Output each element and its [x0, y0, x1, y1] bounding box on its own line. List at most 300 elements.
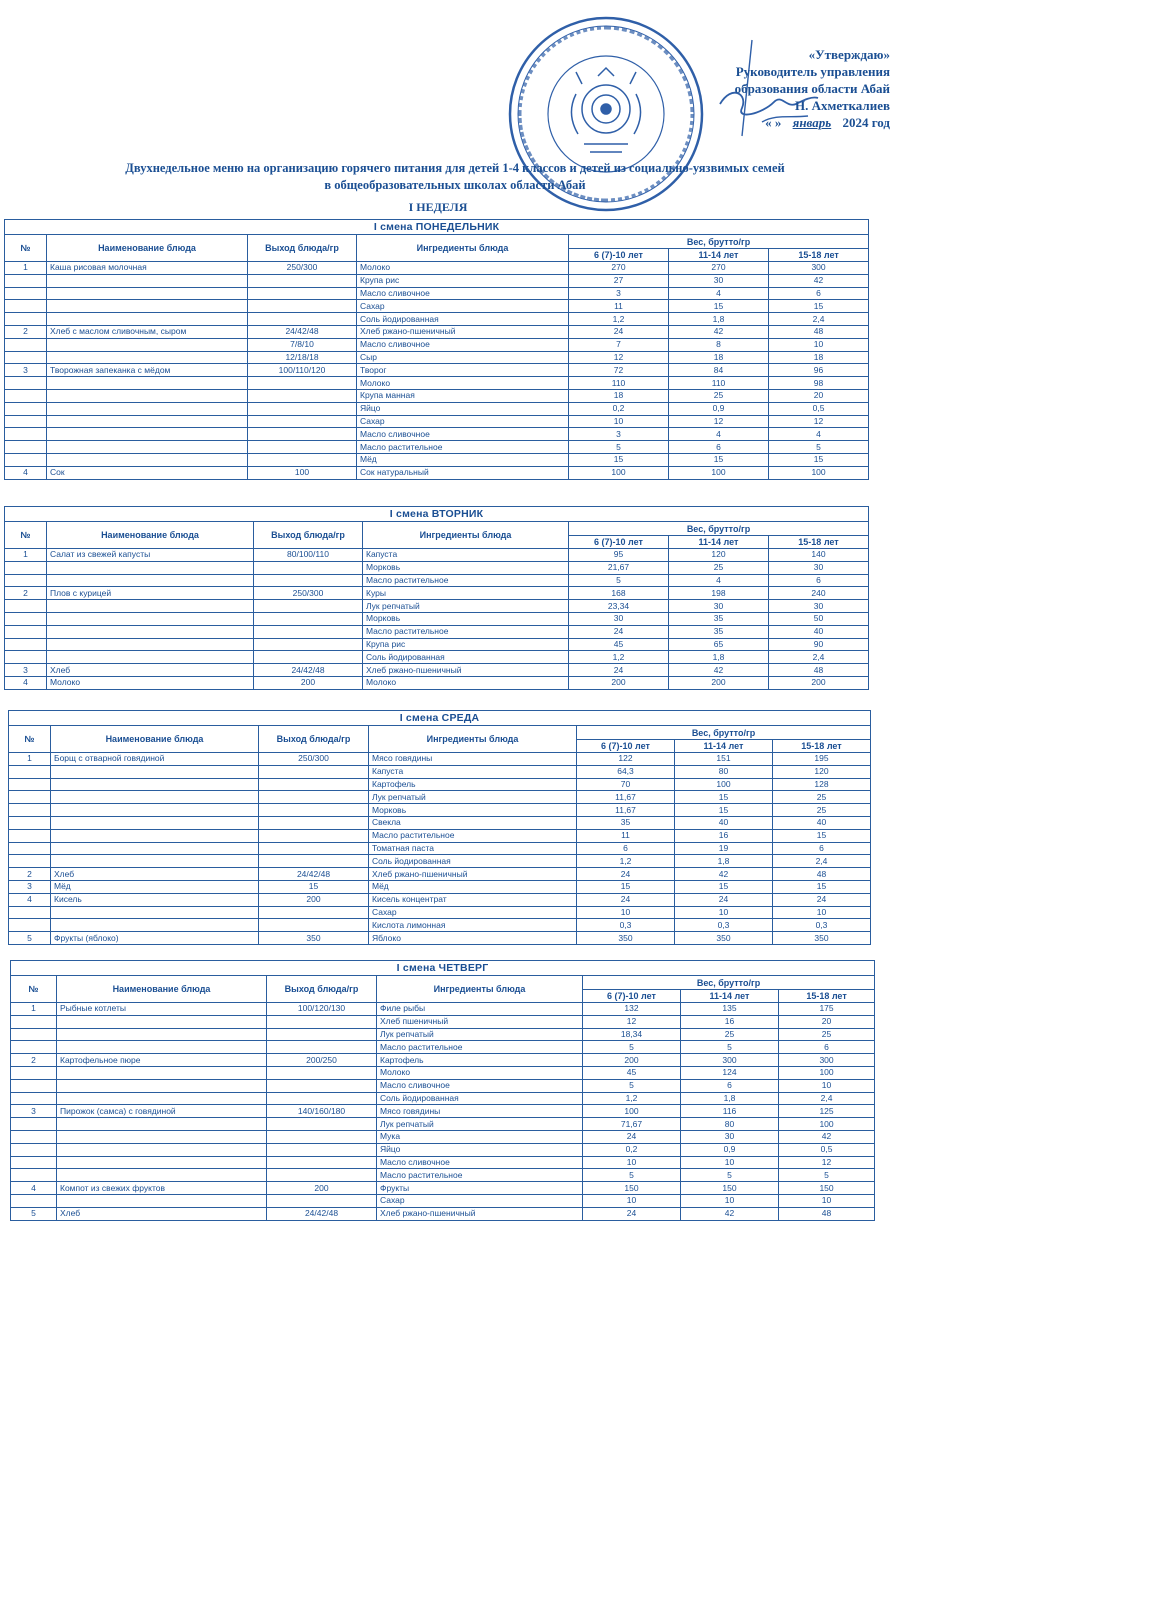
cell-ingredient: Капуста: [363, 549, 569, 562]
cell-weight-11-14: 42: [675, 868, 773, 881]
cell-output: 200: [254, 676, 363, 689]
cell-weight-6-10: 11: [569, 300, 669, 313]
cell-weight-11-14: 0,9: [681, 1143, 779, 1156]
cell-weight-6-10: 45: [569, 638, 669, 651]
cell-ingredient: Морковь: [363, 612, 569, 625]
cell-weight-6-10: 45: [583, 1066, 681, 1079]
cell-weight-6-10: 200: [583, 1054, 681, 1067]
cell-num: [5, 574, 47, 587]
cell-dish: Хлеб: [57, 1207, 267, 1220]
cell-weight-11-14: 24: [675, 893, 773, 906]
cell-weight-15-18: 5: [779, 1169, 875, 1182]
cell-num: 3: [11, 1105, 57, 1118]
cell-weight-15-18: 6: [769, 574, 869, 587]
table-row: [5, 466, 869, 479]
cell-num: [5, 389, 47, 402]
table-row: [9, 906, 871, 919]
cell-weight-11-14: 200: [669, 676, 769, 689]
cell-output: [248, 453, 357, 466]
cell-output: [248, 287, 357, 300]
cell-weight-15-18: 100: [779, 1118, 875, 1131]
table-row: [5, 587, 869, 600]
cell-weight-11-14: 15: [675, 791, 773, 804]
cell-weight-11-14: 16: [675, 829, 773, 842]
cell-weight-6-10: 24: [569, 664, 669, 677]
cell-weight-15-18: 0,5: [769, 402, 869, 415]
cell-weight-6-10: 100: [583, 1105, 681, 1118]
cell-num: [9, 804, 51, 817]
cell-weight-11-14: 116: [681, 1105, 779, 1118]
cell-weight-11-14: 198: [669, 587, 769, 600]
cell-weight-11-14: 0,3: [675, 919, 773, 932]
cell-output: [248, 389, 357, 402]
cell-ingredient: Хлеб пшеничный: [377, 1015, 583, 1028]
cell-weight-11-14: 84: [669, 364, 769, 377]
cell-output: [248, 428, 357, 441]
cell-dish: [57, 1118, 267, 1131]
cell-output: [254, 651, 363, 664]
column-header-output: Выход блюда/гр: [254, 522, 363, 549]
cell-ingredient: Картофель: [369, 778, 577, 791]
table-row: [5, 287, 869, 300]
cell-dish: [47, 338, 248, 351]
cell-ingredient: Масло растительное: [377, 1169, 583, 1182]
cell-ingredient: Соль йодированная: [357, 313, 569, 326]
cell-num: [5, 441, 47, 454]
shift-day-header: I смена ВТОРНИК: [5, 507, 869, 522]
table-row: [5, 415, 869, 428]
menu-table-thursday: [10, 960, 875, 1221]
cell-weight-11-14: 40: [675, 816, 773, 829]
cell-weight-15-18: 128: [773, 778, 871, 791]
table-row: [5, 625, 869, 638]
cell-num: 4: [5, 466, 47, 479]
cell-weight-15-18: 90: [769, 638, 869, 651]
cell-ingredient: Масло сливочное: [377, 1156, 583, 1169]
cell-ingredient: Масло сливочное: [357, 428, 569, 441]
cell-num: 1: [5, 262, 47, 275]
cell-weight-11-14: 30: [669, 600, 769, 613]
table-row: [5, 676, 869, 689]
cell-output: [267, 1079, 377, 1092]
column-header-weight: Вес, брутто/гр: [569, 522, 869, 536]
cell-output: [267, 1169, 377, 1182]
cell-output: 80/100/110: [254, 549, 363, 562]
cell-dish: [47, 453, 248, 466]
cell-output: 250/300: [259, 753, 369, 766]
cell-weight-15-18: 15: [773, 829, 871, 842]
cell-num: [5, 625, 47, 638]
table-row: [9, 804, 871, 817]
cell-dish: [47, 402, 248, 415]
cell-weight-15-18: 200: [769, 676, 869, 689]
cell-ingredient: Хлеб ржано-пшеничный: [377, 1207, 583, 1220]
cell-num: [5, 402, 47, 415]
cell-weight-15-18: 15: [769, 300, 869, 313]
cell-output: [267, 1118, 377, 1131]
table-row: [11, 1092, 875, 1105]
cell-ingredient: Молоко: [363, 676, 569, 689]
column-header-age-15-18: 15-18 лет: [769, 249, 869, 262]
cell-dish: [47, 612, 254, 625]
column-header-num: №: [9, 726, 51, 753]
cell-output: [248, 300, 357, 313]
table-row: [5, 428, 869, 441]
cell-dish: Хлеб: [47, 664, 254, 677]
cell-output: 24/42/48: [254, 664, 363, 677]
table-row: [9, 919, 871, 932]
table-row: [5, 351, 869, 364]
table-row: [5, 600, 869, 613]
table-row: [11, 1015, 875, 1028]
cell-weight-6-10: 5: [583, 1041, 681, 1054]
column-header-age-11-14: 11-14 лет: [681, 990, 779, 1003]
cell-dish: Плов с курицей: [47, 587, 254, 600]
cell-output: 100/120/130: [267, 1003, 377, 1016]
cell-ingredient: Яблоко: [369, 932, 577, 945]
cell-weight-15-18: 125: [779, 1105, 875, 1118]
cell-weight-11-14: 8: [669, 338, 769, 351]
cell-dish: [57, 1169, 267, 1182]
cell-weight-15-18: 48: [773, 868, 871, 881]
cell-ingredient: Масло растительное: [357, 441, 569, 454]
table-row: [11, 1182, 875, 1195]
cell-num: [5, 600, 47, 613]
cell-weight-6-10: 18: [569, 389, 669, 402]
cell-ingredient: Хлеб ржано-пшеничный: [363, 664, 569, 677]
cell-weight-11-14: 65: [669, 638, 769, 651]
table-row: [9, 842, 871, 855]
cell-weight-6-10: 168: [569, 587, 669, 600]
cell-dish: Хлеб с маслом сливочным, сыром: [47, 325, 248, 338]
table-row: [11, 1143, 875, 1156]
cell-weight-15-18: 100: [769, 466, 869, 479]
table-row: [9, 880, 871, 893]
cell-output: [259, 765, 369, 778]
cell-output: [267, 1066, 377, 1079]
cell-num: [11, 1041, 57, 1054]
cell-dish: [47, 377, 248, 390]
cell-weight-6-10: 100: [569, 466, 669, 479]
table-row: [11, 1169, 875, 1182]
cell-weight-15-18: 20: [769, 389, 869, 402]
cell-weight-6-10: 10: [583, 1156, 681, 1169]
cell-weight-15-18: 96: [769, 364, 869, 377]
cell-weight-11-14: 300: [681, 1054, 779, 1067]
cell-num: 5: [9, 932, 51, 945]
cell-weight-6-10: 24: [583, 1130, 681, 1143]
table-row: [11, 1028, 875, 1041]
table-row: [9, 855, 871, 868]
cell-weight-11-14: 80: [681, 1118, 779, 1131]
cell-weight-11-14: 42: [669, 325, 769, 338]
table-row: [5, 262, 869, 275]
cell-ingredient: Мёд: [357, 453, 569, 466]
cell-dish: [57, 1092, 267, 1105]
column-header-weight: Вес, брутто/гр: [583, 976, 875, 990]
approval-position: Руководитель управления: [735, 64, 890, 79]
cell-num: 1: [9, 753, 51, 766]
cell-output: [254, 600, 363, 613]
cell-num: [11, 1066, 57, 1079]
table-row: [5, 377, 869, 390]
cell-weight-15-18: 18: [769, 351, 869, 364]
cell-output: 250/300: [248, 262, 357, 275]
cell-output: 100: [248, 466, 357, 479]
cell-dish: [57, 1130, 267, 1143]
cell-dish: [57, 1028, 267, 1041]
cell-output: [259, 842, 369, 855]
cell-weight-15-18: 20: [779, 1015, 875, 1028]
cell-output: 100/110/120: [248, 364, 357, 377]
table-row: [11, 1079, 875, 1092]
cell-weight-6-10: 200: [569, 676, 669, 689]
cell-weight-6-10: 18,34: [583, 1028, 681, 1041]
cell-weight-11-14: 30: [669, 274, 769, 287]
cell-ingredient: Соль йодированная: [363, 651, 569, 664]
cell-dish: Фрукты (яблоко): [51, 932, 259, 945]
cell-dish: [51, 919, 259, 932]
cell-ingredient: Молоко: [357, 262, 569, 275]
cell-num: 2: [11, 1054, 57, 1067]
cell-dish: [47, 651, 254, 664]
shift-day-header: I смена ПОНЕДЕЛЬНИК: [5, 220, 869, 235]
cell-weight-6-10: 1,2: [569, 313, 669, 326]
cell-weight-6-10: 0,2: [569, 402, 669, 415]
cell-output: [267, 1015, 377, 1028]
cell-ingredient: Сок натуральный: [357, 466, 569, 479]
menu-table-monday: [4, 219, 869, 480]
column-header-num: №: [11, 976, 57, 1003]
cell-dish: Компот из свежих фруктов: [57, 1182, 267, 1195]
cell-weight-6-10: 23,34: [569, 600, 669, 613]
cell-weight-11-14: 100: [675, 778, 773, 791]
cell-output: [267, 1028, 377, 1041]
cell-num: [9, 791, 51, 804]
cell-dish: [57, 1194, 267, 1207]
cell-weight-15-18: 300: [769, 262, 869, 275]
cell-ingredient: Лук репчатый: [363, 600, 569, 613]
table-row: [5, 364, 869, 377]
cell-ingredient: Хлеб ржано-пшеничный: [357, 325, 569, 338]
cell-output: [259, 816, 369, 829]
cell-weight-15-18: 25: [773, 791, 871, 804]
column-header-weight: Вес, брутто/гр: [577, 726, 871, 740]
cell-num: [11, 1028, 57, 1041]
cell-num: [5, 274, 47, 287]
table-row: [5, 549, 869, 562]
cell-output: [254, 638, 363, 651]
cell-ingredient: Масло растительное: [363, 574, 569, 587]
cell-dish: Каша рисовая молочная: [47, 262, 248, 275]
cell-dish: [47, 415, 248, 428]
cell-num: 5: [11, 1207, 57, 1220]
cell-weight-15-18: 300: [779, 1054, 875, 1067]
cell-weight-11-14: 1,8: [669, 651, 769, 664]
cell-output: 15: [259, 880, 369, 893]
table-row: [5, 389, 869, 402]
table-row: [5, 612, 869, 625]
cell-dish: [47, 600, 254, 613]
cell-output: [259, 829, 369, 842]
table-row: [9, 932, 871, 945]
approval-heading: «Утверждаю»: [808, 47, 890, 62]
cell-weight-6-10: 150: [583, 1182, 681, 1195]
cell-weight-11-14: 10: [681, 1156, 779, 1169]
cell-dish: [51, 804, 259, 817]
cell-weight-6-10: 95: [569, 549, 669, 562]
cell-weight-6-10: 72: [569, 364, 669, 377]
cell-ingredient: Лук репчатый: [377, 1028, 583, 1041]
cell-weight-6-10: 5: [583, 1169, 681, 1182]
cell-dish: Творожная запеканка с мёдом: [47, 364, 248, 377]
cell-weight-15-18: 10: [779, 1194, 875, 1207]
column-header-age-15-18: 15-18 лет: [773, 740, 871, 753]
cell-num: [5, 377, 47, 390]
column-header-dish: Наименование блюда: [47, 235, 248, 262]
cell-weight-11-14: 4: [669, 287, 769, 300]
cell-dish: [51, 829, 259, 842]
cell-weight-15-18: 12: [769, 415, 869, 428]
cell-weight-6-10: 24: [577, 868, 675, 881]
cell-weight-11-14: 15: [675, 880, 773, 893]
cell-weight-15-18: 175: [779, 1003, 875, 1016]
cell-dish: [57, 1066, 267, 1079]
cell-ingredient: Лук репчатый: [377, 1118, 583, 1131]
cell-weight-15-18: 10: [773, 906, 871, 919]
cell-ingredient: Сахар: [377, 1194, 583, 1207]
cell-ingredient: Свекла: [369, 816, 577, 829]
table-row: [5, 441, 869, 454]
column-header-age-6-10: 6 (7)-10 лет: [569, 536, 669, 549]
cell-dish: [47, 428, 248, 441]
cell-weight-15-18: 6: [769, 287, 869, 300]
cell-output: [248, 313, 357, 326]
cell-weight-11-14: 42: [669, 664, 769, 677]
table-row: [5, 651, 869, 664]
cell-output: [259, 906, 369, 919]
cell-num: [5, 415, 47, 428]
cell-num: [5, 638, 47, 651]
cell-weight-15-18: 42: [769, 274, 869, 287]
column-header-ingredients: Ингредиенты блюда: [369, 726, 577, 753]
cell-dish: [47, 313, 248, 326]
cell-weight-11-14: 15: [669, 300, 769, 313]
cell-ingredient: Творог: [357, 364, 569, 377]
cell-ingredient: Кисель концентрат: [369, 893, 577, 906]
cell-num: [11, 1079, 57, 1092]
cell-ingredient: Масло растительное: [363, 625, 569, 638]
cell-weight-15-18: 40: [773, 816, 871, 829]
cell-weight-11-14: 30: [681, 1130, 779, 1143]
cell-ingredient: Морковь: [363, 561, 569, 574]
table-row: [5, 325, 869, 338]
cell-weight-11-14: 0,9: [669, 402, 769, 415]
cell-ingredient: Сыр: [357, 351, 569, 364]
table-row: [5, 300, 869, 313]
cell-weight-15-18: 100: [779, 1066, 875, 1079]
cell-ingredient: Масло сливочное: [357, 287, 569, 300]
cell-weight-15-18: 24: [773, 893, 871, 906]
cell-weight-15-18: 2,4: [769, 313, 869, 326]
cell-weight-11-14: 15: [669, 453, 769, 466]
table-row: [5, 453, 869, 466]
cell-dish: [47, 561, 254, 574]
table-row: [11, 1054, 875, 1067]
cell-weight-6-10: 10: [583, 1194, 681, 1207]
cell-output: [259, 919, 369, 932]
cell-weight-15-18: 25: [773, 804, 871, 817]
cell-output: 24/42/48: [267, 1207, 377, 1220]
column-header-age-15-18: 15-18 лет: [779, 990, 875, 1003]
cell-weight-11-14: 5: [681, 1041, 779, 1054]
cell-weight-15-18: 50: [769, 612, 869, 625]
cell-ingredient: Масло растительное: [377, 1041, 583, 1054]
table-row: [11, 1194, 875, 1207]
column-header-weight: Вес, брутто/гр: [569, 235, 869, 249]
cell-weight-11-14: 16: [681, 1015, 779, 1028]
cell-ingredient: Соль йодированная: [369, 855, 577, 868]
cell-weight-6-10: 21,67: [569, 561, 669, 574]
cell-num: [9, 778, 51, 791]
cell-num: [5, 428, 47, 441]
cell-dish: [57, 1015, 267, 1028]
cell-output: 200/250: [267, 1054, 377, 1067]
cell-num: 2: [9, 868, 51, 881]
cell-output: [254, 561, 363, 574]
cell-weight-6-10: 5: [569, 441, 669, 454]
approval-date-month: январь: [792, 115, 832, 130]
cell-num: 2: [5, 325, 47, 338]
cell-num: [11, 1015, 57, 1028]
cell-weight-15-18: 48: [769, 325, 869, 338]
cell-weight-6-10: 350: [577, 932, 675, 945]
cell-weight-6-10: 35: [577, 816, 675, 829]
cell-weight-6-10: 1,2: [569, 651, 669, 664]
cell-weight-11-14: 151: [675, 753, 773, 766]
cell-ingredient: Сахар: [357, 300, 569, 313]
table-row: [11, 1066, 875, 1079]
cell-weight-15-18: 5: [769, 441, 869, 454]
cell-ingredient: Филе рыбы: [377, 1003, 583, 1016]
cell-weight-11-14: 1,8: [675, 855, 773, 868]
cell-num: [11, 1156, 57, 1169]
column-header-age-15-18: 15-18 лет: [769, 536, 869, 549]
cell-weight-15-18: 2,4: [769, 651, 869, 664]
cell-ingredient: Масло сливочное: [357, 338, 569, 351]
document-title: [60, 160, 850, 194]
cell-weight-11-14: 18: [669, 351, 769, 364]
cell-weight-11-14: 25: [669, 389, 769, 402]
cell-weight-11-14: 12: [669, 415, 769, 428]
cell-output: [267, 1194, 377, 1207]
cell-weight-15-18: 2,4: [779, 1092, 875, 1105]
cell-weight-6-10: 1,2: [577, 855, 675, 868]
approval-date: [630, 114, 890, 131]
approval-name: Н. Ахметкалиев: [795, 98, 890, 113]
cell-weight-15-18: 15: [769, 453, 869, 466]
cell-weight-6-10: 15: [577, 880, 675, 893]
cell-num: [5, 651, 47, 664]
cell-weight-15-18: 30: [769, 561, 869, 574]
cell-num: [5, 561, 47, 574]
cell-weight-6-10: 132: [583, 1003, 681, 1016]
cell-ingredient: Масло сливочное: [377, 1079, 583, 1092]
table-row: [9, 791, 871, 804]
cell-ingredient: Лук репчатый: [369, 791, 577, 804]
cell-weight-6-10: 15: [569, 453, 669, 466]
cell-weight-6-10: 5: [569, 574, 669, 587]
